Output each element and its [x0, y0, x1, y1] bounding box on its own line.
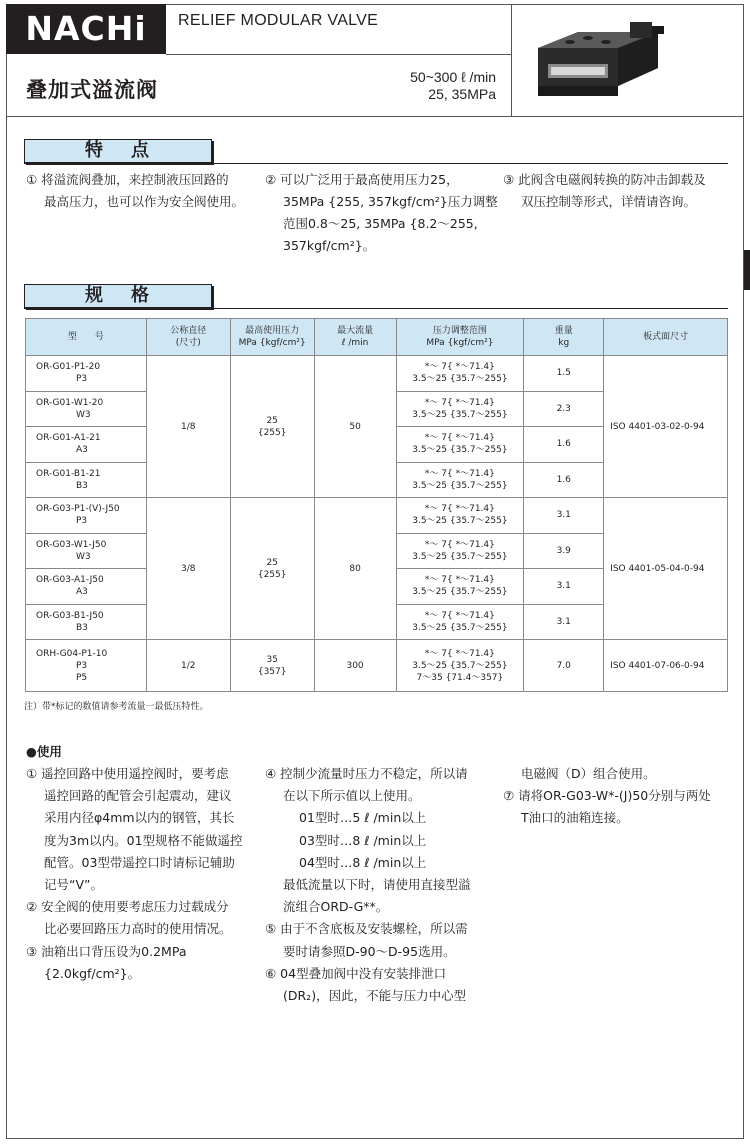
pressure-cell: 25 {255}	[230, 356, 314, 498]
header-vertical-divider	[511, 4, 512, 117]
feature-item-2: ② 可以广泛用于最高使用压力25， 35MPa {255, 357kgf/cm²}压力调整 范围0.8～25, 35MPa {8.2～255, 357kgf/cm²}。	[265, 172, 498, 253]
header-max-pressure: 最高使用压力 MPa {kgf/cm²}	[230, 319, 314, 356]
header-weight: 重量 kg	[524, 319, 604, 356]
table-row: OR-G01-P1-20 P3 1/8 25 {255} 50 *～ 7{ *～71.4} 3.5～25 {35.7～255} 1.5 ISO 4401-03-02-0-94	[26, 356, 728, 392]
feature-item-3: ③ 此阀含电磁阀转换的防冲击卸载及 双压控制等形式，详情请咨询。	[503, 172, 706, 209]
size-cell: 1/2	[146, 640, 230, 692]
mount-cell: ISO 4401-07-06-0-94	[604, 640, 728, 692]
features-heading: 特点	[24, 139, 212, 163]
specs-rule	[24, 308, 728, 309]
table-row: OR-G03-W1-J50 W3 *～ 7{ *～71.4} 3.5～25 {35.7～255} 3.9	[26, 533, 728, 569]
table-row: OR-G03-A1-J50 A3 *～ 7{ *～71.4} 3.5～25 {35.7～255} 3.1	[26, 569, 728, 605]
specs-heading: 规格	[24, 284, 212, 308]
page-header	[6, 4, 744, 117]
spec-table	[25, 318, 728, 692]
pressure-cell: 35 {357}	[230, 640, 314, 692]
feature-item-1: ① 将溢流阀叠加，来控制液压回路的 最高压力，也可以作为安全阀使用。	[26, 172, 245, 209]
size-cell: 3/8	[146, 498, 230, 640]
table-row: ORH-G04-P1-10 P3 P5 1/2 35 {357} 300 *～ 7{ *～71.4} 3.5～25 {35.7～255} 7～35 {71.4～357} 7.0 ISO 4401-07-06-0-94	[26, 640, 728, 692]
nachi-logo: NACHi	[6, 4, 166, 54]
mount-cell: ISO 4401-05-04-0-94	[604, 498, 728, 640]
header-divider	[166, 54, 511, 55]
flow-cell: 50	[314, 356, 396, 498]
usage-column-1: ① 遥控回路中使用遥控阀时，要考虑 遥控回路的配管会引起震动，建议 采用内径φ4mm以内的钢管，其长 度为3m以内。01型规格不能做遥控 配管。03型带遥控口时请标记辅助 记号“V”。 ② 安全阀的使用要考虑压力过载成分 比必要回路压力高时的使用情况。 ③ 油箱出口背压设为0.2MPa {2.0kgf/cm²}。	[26, 766, 243, 981]
usage-heading: ●使用	[26, 744, 62, 759]
table-row: OR-G01-A1-21 A3 *～ 7{ *～71.4} 3.5～25 {35.7～255} 1.6	[26, 427, 728, 463]
pressure-cell: 25 {255}	[230, 498, 314, 640]
english-title: RELIEF MODULAR VALVE	[178, 12, 379, 29]
header-max-flow: 最大流量 ℓ /min	[314, 319, 396, 356]
page-tab-marker	[744, 250, 750, 290]
mount-cell: ISO 4401-03-02-0-94	[604, 356, 728, 498]
header-size: 公称直径 (尺寸)	[146, 319, 230, 356]
usage-column-3: 电磁阀（D）组合使用。 ⑦ 请将OR-G03-W*-(J)50分别与两处 T油口的油箱连接。	[503, 766, 711, 826]
flow-cell: 80	[314, 498, 396, 640]
table-header-row	[26, 319, 728, 356]
header-model: 型 号	[26, 319, 147, 356]
header-mount: 板式面尺寸	[604, 319, 728, 356]
chinese-title: 叠加式溢流阀	[26, 78, 158, 102]
table-row: OR-G01-B1-21 B3 *～ 7{ *～71.4} 3.5～25 {35.7～255} 1.6	[26, 462, 728, 498]
table-note: 注）带*标记的数值请参考流量一最低压特性。	[24, 702, 209, 712]
features-rule	[24, 163, 728, 164]
usage-column-2: ④ 控制少流量时压力不稳定，所以请 在以下所示值以上使用。 01型时…5 ℓ /min以上 03型时…8 ℓ /min以上 04型时…8 ℓ /min以上 最低流量以下时，请使用直接型溢 流组合ORD-G**。 ⑤ 由于不含底板及安装螺栓，所以需 要时请参照D-90～D-95选用。 ⑥ 04型叠加阀中没有安装排泄口 (DR₂)，因此，不能与压力中心型	[265, 766, 471, 1004]
rating-info	[410, 69, 496, 103]
table-row: OR-G01-W1-20 W3 *～ 7{ *～71.4} 3.5～25 {35.7～255} 2.3	[26, 391, 728, 427]
valve-product-image	[518, 18, 668, 108]
size-cell: 1/8	[146, 356, 230, 498]
table-row: OR-G03-B1-J50 B3 *～ 7{ *～71.4} 3.5～25 {35.7～255} 3.1	[26, 604, 728, 640]
pressure-rating: 25, 35MPa	[428, 86, 496, 102]
flow-cell: 300	[314, 640, 396, 692]
table-row: OR-G03-P1-(V)-J50 P3 3/8 25 {255} 80 *～ 7{ *～71.4} 3.5～25 {35.7～255} 3.1 ISO 4401-05-04-0-94	[26, 498, 728, 534]
flow-rating: 50~300 ℓ /min	[410, 69, 496, 85]
header-range: 压力调整范围 MPa {kgf/cm²}	[396, 319, 524, 356]
